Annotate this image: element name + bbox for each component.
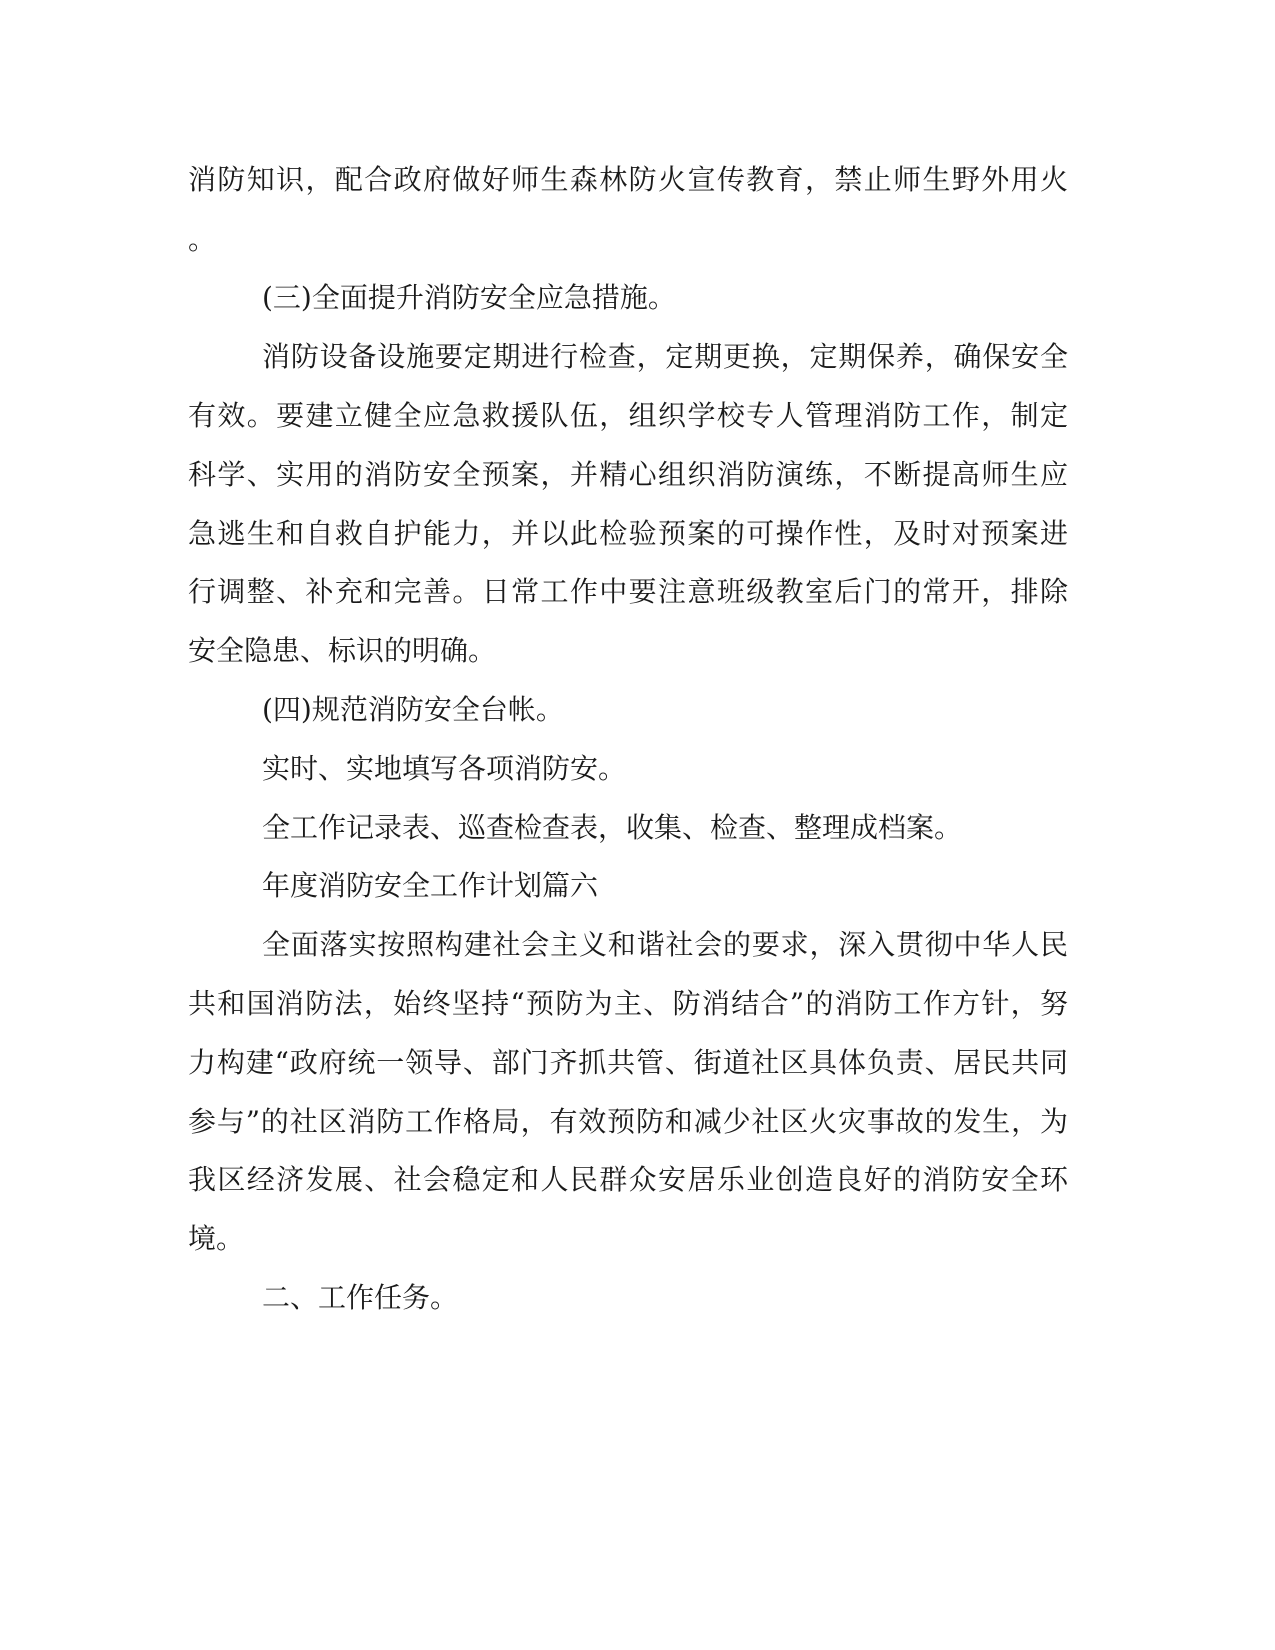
text-line: 消防知识，配合政府做好师生森林防火宣传教育，禁止师生野外用火	[188, 163, 1068, 196]
text-line: 境。	[188, 1222, 245, 1255]
text-line: 。	[188, 223, 217, 256]
text-line: 我区经济发展、社会稳定和人民群众安居乐业创造良好的消防安全环	[188, 1163, 1068, 1196]
text-line: 急逃生和自救自护能力，并以此检验预案的可操作性，及时对预案进	[188, 517, 1068, 550]
section-heading: 二、工作任务。	[262, 1281, 459, 1314]
text-line: 安全隐患、标识的明确。	[188, 634, 497, 667]
text-line: 全面落实按照构建社会主义和谐社会的要求，深入贯彻中华人民	[262, 928, 1068, 961]
text-line: 参与”的社区消防工作格局，有效预防和减少社区火灾事故的发生，为	[188, 1105, 1068, 1138]
text-line: 有效。要建立健全应急救援队伍，组织学校专人管理消防工作，制定	[188, 399, 1068, 432]
section-heading: (三)全面提升消防安全应急措施。	[262, 281, 676, 314]
text-line: 科学、实用的消防安全预案，并精心组织消防演练，不断提高师生应	[188, 458, 1068, 491]
section-heading: (四)规范消防安全台帐。	[262, 693, 564, 726]
text-line: 消防设备设施要定期进行检查，定期更换，定期保养，确保安全	[262, 340, 1068, 373]
text-line: 实时、实地填写各项消防安。	[262, 752, 627, 785]
text-line: 全工作记录表、巡查检查表，收集、检查、整理成档案。	[262, 811, 963, 844]
text-line: 行调整、补充和完善。日常工作中要注意班级教室后门的常开，排除	[188, 575, 1068, 608]
text-line: 共和国消防法，始终坚持“预防为主、防消结合”的消防工作方针，努	[188, 987, 1068, 1020]
text-line: 力构建“政府统一领导、部门齐抓共管、街道社区具体负责、居民共同	[188, 1046, 1068, 1079]
document-title: 年度消防安全工作计划篇六	[262, 869, 599, 902]
